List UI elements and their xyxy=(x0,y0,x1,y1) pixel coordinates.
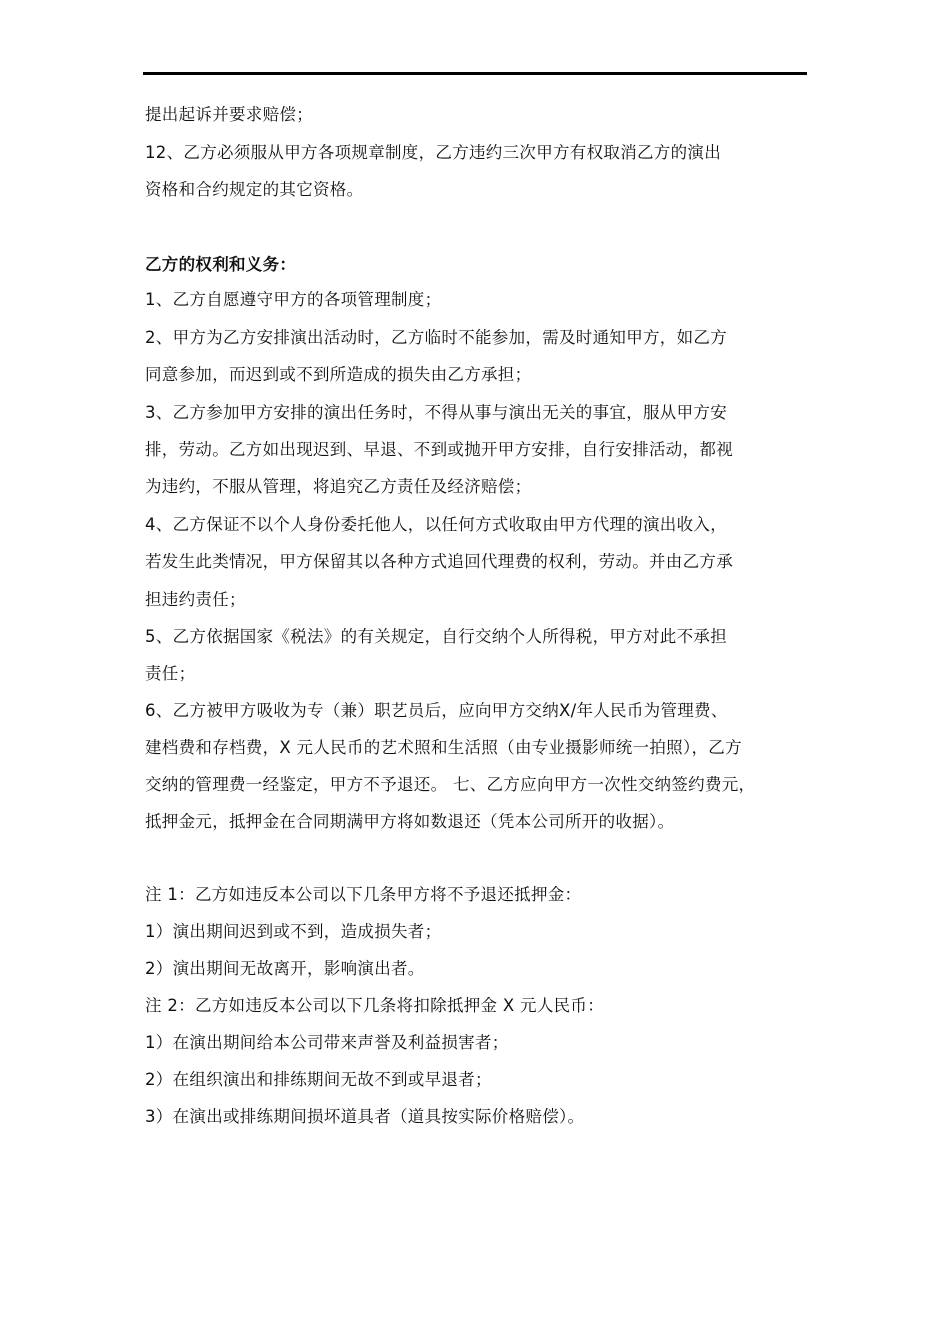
paragraph-line: 4、乙方保证不以个人身份委托他人，以任何方式收取由甲方代理的演出收入， xyxy=(145,515,727,534)
paragraph-line: 1、乙方自愿遵守甲方的各项管理制度； xyxy=(145,290,442,309)
paragraph-line: 建档费和存档费，X 元人民币的艺术照和生活照（由专业摄影师统一拍照），乙方 xyxy=(145,738,742,757)
list-item: 3）在演出或排练期间损坏道具者（道具按实际价格赔偿）。 xyxy=(145,1107,585,1126)
paragraph-line: 排，劳动。乙方如出现迟到、早退、不到或抛开甲方安排，自行安排活动，都视 xyxy=(145,440,733,459)
paragraph-line: 担违约责任； xyxy=(145,590,246,609)
paragraph-line: 2、甲方为乙方安排演出活动时，乙方临时不能参加，需及时通知甲方，如乙方 xyxy=(145,328,727,347)
paragraph-line: 资格和合约规定的其它资格。 xyxy=(145,180,364,199)
note-heading: 注 1：乙方如违反本公司以下几条甲方将不予退还抵押金： xyxy=(145,885,582,904)
paragraph-line: 责任； xyxy=(145,664,196,683)
paragraph-line: 抵押金元，抵押金在合同期满甲方将如数退还（凭本公司所开的收据）。 xyxy=(145,812,675,831)
paragraph-line: 5、乙方依据国家《税法》的有关规定，自行交纳个人所得税，甲方对此不承担 xyxy=(145,627,727,646)
list-item: 2）在组织演出和排练期间无故不到或早退者； xyxy=(145,1070,492,1089)
paragraph-line: 同意参加，而迟到或不到所造成的损失由乙方承担； xyxy=(145,365,532,384)
paragraph-line: 3、乙方参加甲方安排的演出任务时，不得从事与演出无关的事宜，服从甲方安 xyxy=(145,403,727,422)
note-heading: 注 2：乙方如违反本公司以下几条将扣除抵押金 X 元人民币： xyxy=(145,996,605,1015)
list-item: 1）在演出期间给本公司带来声誉及利益损害者； xyxy=(145,1033,509,1052)
paragraph-line: 为违约，不服从管理，将追究乙方责任及经济赔偿； xyxy=(145,477,532,496)
paragraph-line: 6、乙方被甲方吸收为专（兼）职艺员后，应向甲方交纳X/年人民币为管理费、 xyxy=(145,701,728,720)
paragraph-line: 若发生此类情况，甲方保留其以各种方式追回代理费的权利，劳动。并由乙方承 xyxy=(145,552,733,571)
paragraph-line: 12、乙方必须服从甲方各项规章制度，乙方违约三次甲方有权取消乙方的演出 xyxy=(145,143,721,162)
header-rule xyxy=(143,72,807,75)
paragraph-line: 提出起诉并要求赔偿； xyxy=(145,105,313,124)
list-item: 1）演出期间迟到或不到，造成损失者； xyxy=(145,922,442,941)
section-heading: 乙方的权利和义务： xyxy=(145,255,297,274)
list-item: 2）演出期间无故离开，影响演出者。 xyxy=(145,959,425,978)
paragraph-line: 交纳的管理费一经鉴定，甲方不予退还。 七、乙方应向甲方一次性交纳签约费元， xyxy=(145,775,756,794)
